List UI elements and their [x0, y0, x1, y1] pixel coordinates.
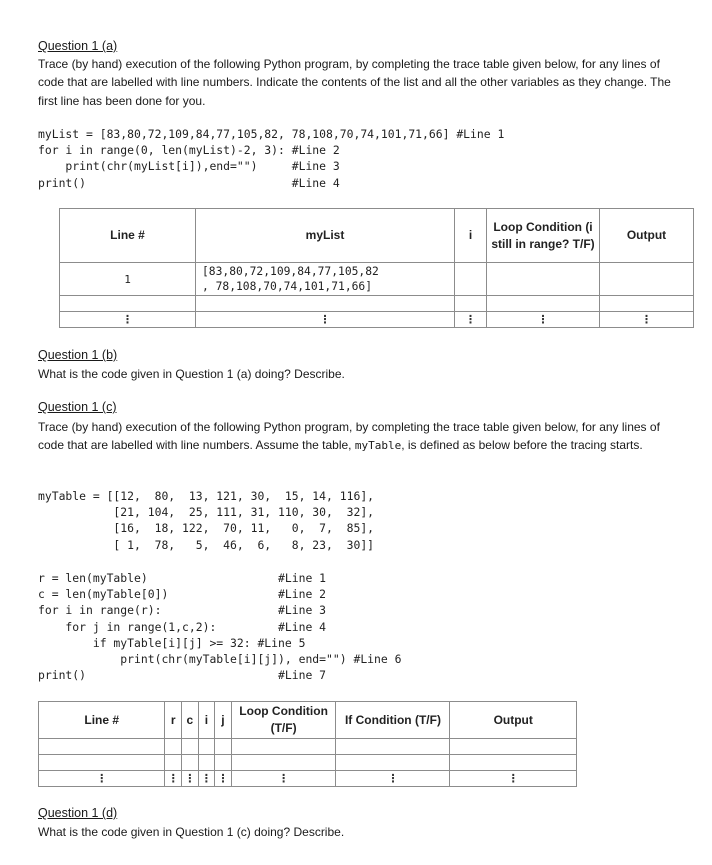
- table-cell: [336, 755, 450, 771]
- q1c-text-before: Trace (by hand) execution of the following Python program, by completing the trace table given below, for any lines of code that are labelled with line numbers. Assume the table,: [38, 420, 660, 453]
- q1b-question: What is the code given in Question 1 (a) doing? Describe.: [38, 367, 345, 381]
- q1c-header-i: i: [198, 702, 215, 739]
- q1a-title: Question 1 (a): [38, 39, 118, 53]
- table-cell: [487, 263, 600, 296]
- continuation-dots: ⋮: [215, 771, 232, 787]
- q1a-header-i: i: [455, 209, 487, 263]
- table-cell: [39, 755, 165, 771]
- q1c-header-if-condition: If Condition (T/F): [336, 702, 450, 739]
- q1c-header-r: r: [165, 702, 182, 739]
- q1a-code: myList = [83,80,72,109,84,77,105,82, 78,108,70,74,101,71,66] #Line 1 for i in range(0, len(myList)-2, 3): #Line 2 print(chr(myList[i]),end="") #Line 3 print() #Line 4: [38, 127, 505, 190]
- continuation-dots: ⋮: [196, 312, 455, 328]
- table-cell: [450, 755, 577, 771]
- continuation-dots: ⋮: [336, 771, 450, 787]
- continuation-dots: ⋮: [60, 312, 196, 328]
- q1c-header-loop-condition: Loop Condition (T/F): [231, 702, 336, 739]
- table-cell: [165, 739, 182, 755]
- table-cell: [182, 739, 199, 755]
- q1c-header-c: c: [182, 702, 199, 739]
- table-cell: [215, 739, 232, 755]
- table-cell: [336, 739, 450, 755]
- q1a-header-output: Output: [600, 209, 694, 263]
- continuation-dots: ⋮: [165, 771, 182, 787]
- q1a-header-mylist: myList: [196, 209, 455, 263]
- table-cell: [600, 263, 694, 296]
- q1c-code: r = len(myTable) #Line 1 c = len(myTable[0]) #Line 2 for i in range(r): #Line 3 for j in range(1,c,2): #Line 4 if myTable[i][j] >= 32: #Line 5 print(chr(myTable[i][j]), end="") #Line 6 print() #Line 7: [38, 571, 402, 683]
- table-cell: [450, 739, 577, 755]
- q1d-title: Question 1 (d): [38, 806, 118, 820]
- q1c-title: Question 1 (c): [38, 400, 117, 414]
- continuation-dots: ⋮: [487, 312, 600, 328]
- q1a-trace-table: [59, 208, 694, 328]
- continuation-dots: ⋮: [182, 771, 199, 787]
- table-cell: [215, 755, 232, 771]
- table-cell: [455, 296, 487, 312]
- table-cell: [182, 755, 199, 771]
- continuation-dots: ⋮: [39, 771, 165, 787]
- table-cell: [600, 296, 694, 312]
- q1b-title: Question 1 (b): [38, 348, 118, 362]
- continuation-dots: ⋮: [455, 312, 487, 328]
- q1d-question: What is the code given in Question 1 (c) doing? Describe.: [38, 825, 345, 839]
- table-cell: [231, 739, 336, 755]
- table-cell: [455, 263, 487, 296]
- q1c-instructions: [38, 418, 688, 456]
- q1c-table-definition: myTable = [[12, 80, 13, 121, 30, 15, 14, 116], [21, 104, 25, 111, 31, 110, 30, 32], [16, 18, 122, 70, 11, 0, 7, 85], [ 1, 78, 5, 46, 6, 8, 23, 30]]: [38, 489, 375, 552]
- table-cell: [198, 739, 215, 755]
- q1a-header-line: Line #: [60, 209, 196, 263]
- q1c-header-j: j: [215, 702, 232, 739]
- q1c-text-after: , is defined as below before the tracing starts.: [401, 438, 643, 453]
- q1a-row1-line: 1: [60, 263, 196, 296]
- continuation-dots: ⋮: [198, 771, 215, 787]
- table-cell: [196, 296, 455, 312]
- table-cell: [165, 755, 182, 771]
- q1a-instructions: Trace (by hand) execution of the following Python program, by completing the trace table given below, for any lines of code that are labelled with line numbers. Indicate the contents of the list and all the other variables as they change. The first line has been done for you.: [38, 57, 671, 108]
- continuation-dots: ⋮: [231, 771, 336, 787]
- q1c-header-output: Output: [450, 702, 577, 739]
- table-cell: [39, 739, 165, 755]
- q1c-header-line: Line #: [39, 702, 165, 739]
- q1a-row1-mylist: [83,80,72,109,84,77,105,82 , 78,108,70,74,101,71,66]: [196, 263, 455, 296]
- continuation-dots: ⋮: [600, 312, 694, 328]
- q1c-text-code: myTable: [354, 439, 402, 453]
- table-cell: [487, 296, 600, 312]
- continuation-dots: ⋮: [450, 771, 577, 787]
- table-cell: [231, 755, 336, 771]
- table-cell: [60, 296, 196, 312]
- table-cell: [198, 755, 215, 771]
- q1a-header-loop-condition: Loop Condition (i still in range? T/F): [487, 209, 600, 263]
- q1c-trace-table: [38, 701, 577, 787]
